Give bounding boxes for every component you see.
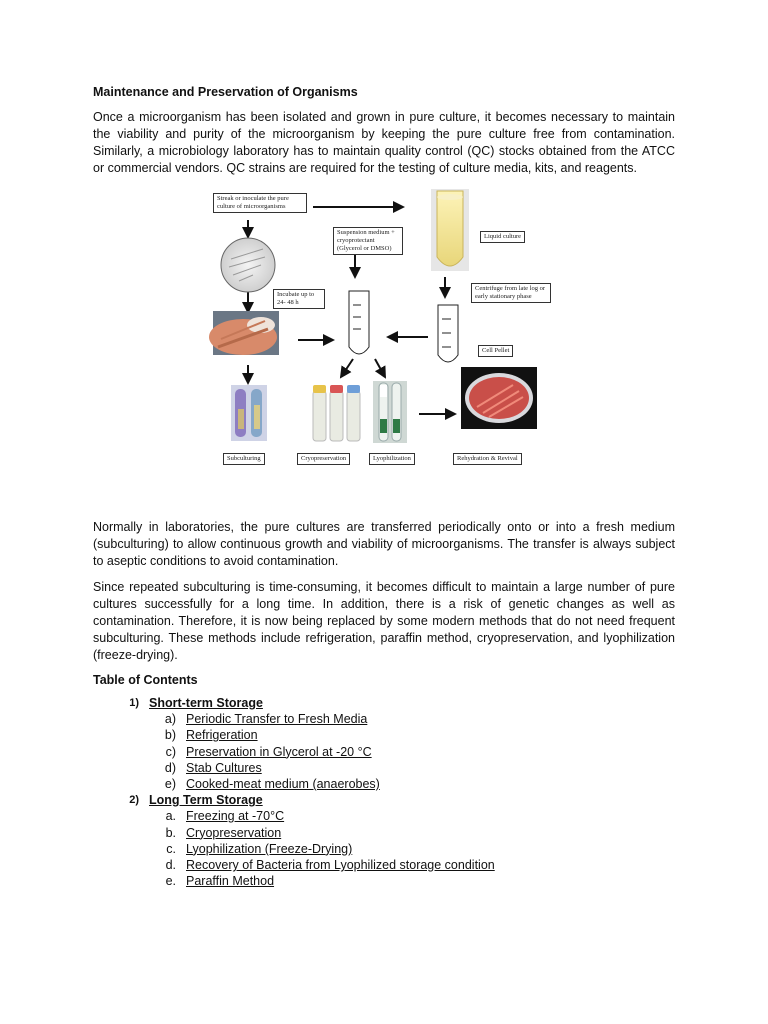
streak-plate-icon <box>221 238 275 292</box>
colony-plate-photo <box>209 311 279 355</box>
cryotube-icon <box>349 291 369 354</box>
label-suspension-medium: Suspension medium + cryoprotectant (Glycerol or DMSO) <box>333 227 403 255</box>
toc-item-number: c. <box>166 841 176 856</box>
toc-item-number: c) <box>165 744 176 759</box>
toc-item <box>93 744 675 760</box>
toc-item-number: b. <box>165 825 176 840</box>
toc-link-long-term-storage[interactable]: Long Term Storage <box>149 793 263 808</box>
toc-link-refrigeration[interactable]: Refrigeration <box>186 728 258 743</box>
toc-link-recovery[interactable]: Recovery of Bacteria from Lyophilized storage condition <box>186 858 495 873</box>
toc-link-glycerol[interactable]: Preservation in Glycerol at -20 °C <box>186 744 372 759</box>
toc-item-number: a) <box>164 712 176 727</box>
toc-item <box>93 857 675 873</box>
toc-item <box>93 760 675 776</box>
label-streak: Streak or inoculate the pure culture of microorganisms <box>213 193 307 213</box>
toc-item-number: d. <box>165 858 176 873</box>
toc-link-cryopreservation[interactable]: Cryopreservation <box>186 825 282 840</box>
toc-section-number: 1) <box>129 697 139 709</box>
modern-methods-paragraph: Since repeated subculturing is time-consuming, it becomes difficult to maintain a large number of pure cultures successfully for a long time. In addition, there is a risk of genetic changes as well as contamination. Therefore, it is now being replaced by some modern methods that do not need frequent subculturing. These methods include refrigeration, paraffin method, cryopreservation, and lyophilization (freeze-drying). <box>93 580 675 662</box>
subculture-tubes-photo <box>231 385 267 441</box>
label-incubate: Incubate up to 24- 48 h <box>273 289 325 309</box>
toc-item <box>93 776 675 792</box>
toc-title: Table of Contents <box>93 673 198 687</box>
toc-item-number: b) <box>164 728 176 743</box>
toc-link-lyophilization[interactable]: Lyophilization (Freeze-Drying) <box>186 841 353 856</box>
toc-link-paraffin[interactable]: Paraffin Method <box>186 874 275 889</box>
intro-paragraph: Once a microorganism has been isolated and grown in pure culture, it becomes necessary to maintain the viability and purity of the microorganism by keeping the pure culture free from contamination. Similarly, a microbiology laboratory has to maintain quality control (QC) stocks obtained from the ATCC or commercial vendors. QC strains are required for the testing of culture media, kits, and reagents. <box>93 110 675 175</box>
toc-link-cooked-meat[interactable]: Cooked-meat medium (anaerobes) <box>186 777 380 792</box>
liquid-culture-tube-photo <box>431 189 469 271</box>
toc-item <box>93 711 675 727</box>
toc-link-stab-cultures[interactable]: Stab Cultures <box>186 760 262 775</box>
toc-item-number: a. <box>165 809 176 824</box>
document-title: Maintenance and Preservation of Organisms <box>93 85 358 99</box>
label-cell-pellet: Cell Pellet <box>478 345 513 357</box>
table-of-contents <box>93 695 675 889</box>
toc-item-number: d) <box>164 760 176 775</box>
toc-item <box>93 808 675 824</box>
toc-item <box>93 825 675 841</box>
toc-section-number: 2) <box>129 794 139 807</box>
subculturing-paragraph: Normally in laboratories, the pure cultures are transferred periodically onto or into a fresh medium (subculturing) to allow continuous growth and viability of microorganisms. The transfer is always subject to aseptic conditions to avoid contamination. <box>93 520 675 568</box>
toc-link-periodic-transfer[interactable]: Periodic Transfer to Fresh Media <box>186 712 368 727</box>
toc-item <box>93 841 675 857</box>
toc-link-freezing[interactable]: Freezing at -70°C <box>186 809 285 824</box>
label-rehydration: Rehydration & Revival <box>453 453 522 465</box>
cell-pellet-tube-icon <box>438 305 458 362</box>
label-liquid-culture: Liquid culture <box>480 231 525 243</box>
toc-item <box>93 873 675 889</box>
toc-item <box>93 727 675 743</box>
label-subculturing: Subculturing <box>223 453 265 465</box>
toc-section-short-term <box>93 695 675 711</box>
toc-link-short-term-storage[interactable]: Short-term Storage <box>149 696 263 710</box>
toc-section-long-term <box>93 792 675 808</box>
document-page <box>93 84 675 889</box>
label-cryopreservation: Cryopreservation <box>297 453 350 465</box>
toc-item-number: e. <box>165 874 176 889</box>
label-centrifuge: Centrifuge from late log or early stationary phase <box>471 283 551 303</box>
preservation-diagram <box>93 187 675 487</box>
toc-item-number: e) <box>164 777 176 792</box>
cryovials-photo <box>313 385 360 441</box>
lyophilization-ampoules-photo <box>373 381 407 443</box>
label-lyophilization: Lyophilization <box>369 453 415 465</box>
revival-plate-photo <box>461 367 537 429</box>
